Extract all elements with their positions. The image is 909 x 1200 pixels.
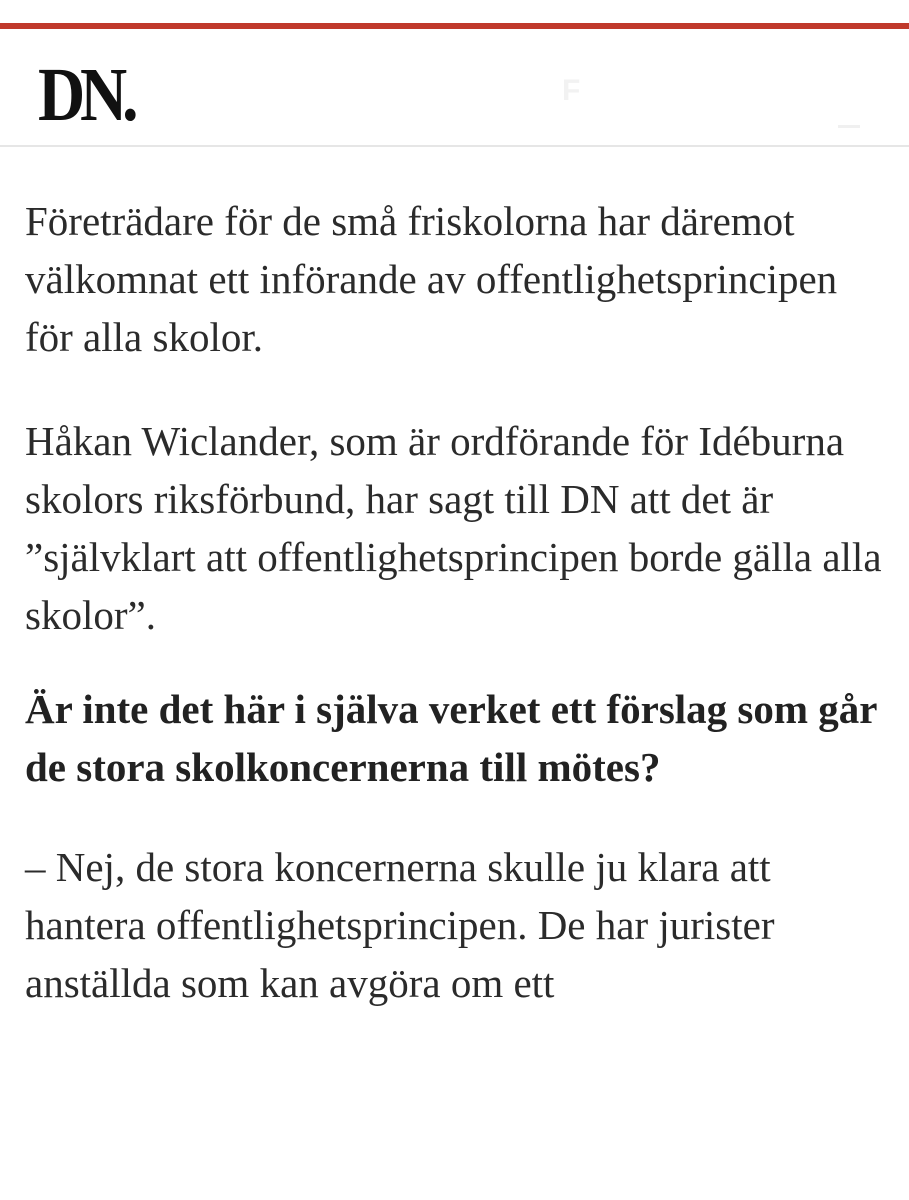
- menu-icon[interactable]: [838, 125, 860, 128]
- article-paragraph: Håkan Wiclander, som är ordförande för Idéburna skolors riksförbund, har sagt till DN att det är ”självklart att offentlighetsprincipen borde gälla alla skolor”.: [25, 418, 882, 638]
- article-paragraph: Företrädare för de små friskolorna har däremot välkomnat ett införande av offentlighetsprincipen för alla skolor.: [25, 198, 838, 360]
- interview-question: Är inte det här i själva verket ett förslag som går de stora skolkoncernerna till mötes?: [25, 686, 877, 790]
- dn-logo[interactable]: DN.: [38, 53, 134, 137]
- article-body: [25, 192, 885, 1012]
- faded-nav-text: F: [562, 74, 581, 107]
- site-header: [0, 29, 909, 147]
- interview-answer: – Nej, de stora koncernerna skulle ju klara att hantera offentlighetsprincipen. De har jurister anställda som kan avgöra om ett: [25, 844, 775, 1006]
